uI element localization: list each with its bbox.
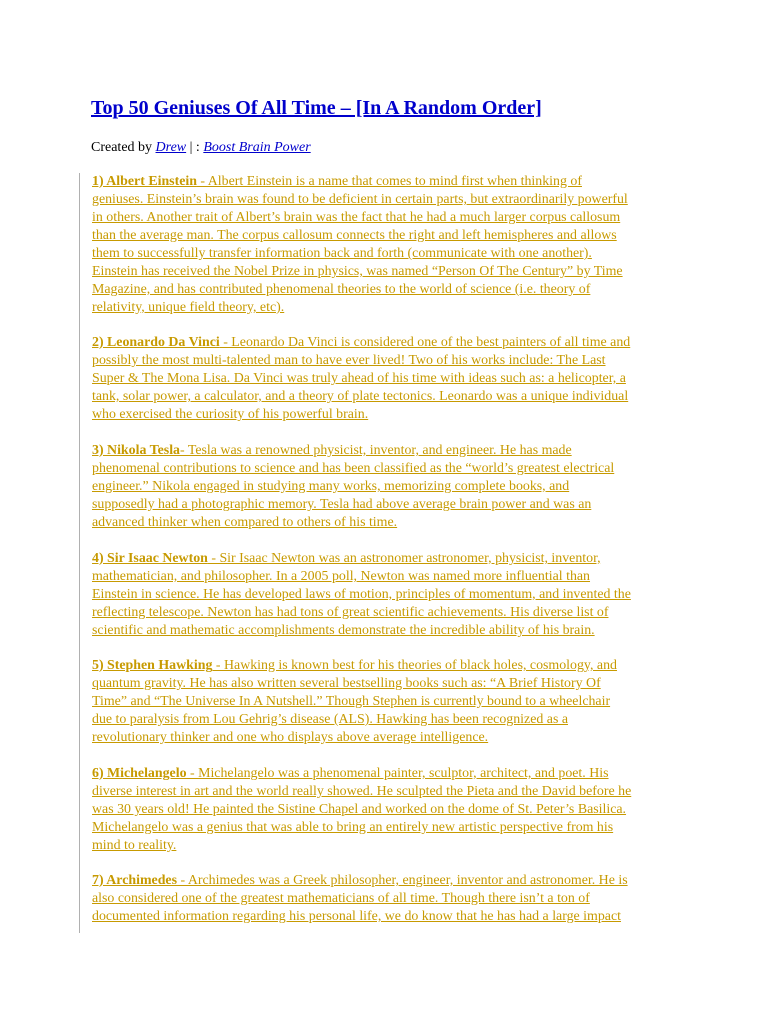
- entry-text: reflecting telescope. Newton has had tons of great scientific achievements. His diverse list of: [92, 605, 609, 620]
- entry-text: - Albert Einstein is a name that comes to mind first when thinking of: [196, 174, 582, 189]
- entry-text: tank, solar power, a calculator, and a theory of plate tectonics. Leonardo was a unique individual: [92, 389, 629, 404]
- entry-text: relativity, unique field theory, etc).: [92, 300, 285, 315]
- entry-heading: 2) Leonardo Da Vinci: [92, 335, 220, 350]
- entry-text: Michelangelo was a genius that was able to bring an entirely new artistic perspective from his: [92, 820, 614, 835]
- list-item-hawking[interactable]: [92, 657, 690, 747]
- author-link[interactable]: Drew: [155, 140, 187, 155]
- entry-text: - Leonardo Da Vinci is considered one of the best painters of all time and: [219, 335, 631, 350]
- entry-text: documented information regarding his personal life, we do know that he has had a large impact: [92, 909, 621, 924]
- entry-text: phenomenal contributions to science and has been classified as the “world’s greatest electrical: [92, 461, 615, 476]
- entry-text: Einstein has received the Nobel Prize in physics, was named “Person Of The Century” by Time: [92, 264, 623, 279]
- entry-text: Magazine, and has contributed phenomenal theories to the world of science (i.e. theory of: [92, 282, 591, 297]
- entry-heading: 5) Stephen Hawking: [92, 658, 213, 673]
- entry-text: possibly the most multi-talented man to have ever lived! Two of his works include: The Last: [92, 353, 606, 368]
- entry-heading: 3) Nikola Tesla: [92, 443, 180, 458]
- entry-text: diverse interest in art and the world really showed. He sculpted the Pieta and the David before he: [92, 784, 632, 799]
- entry-heading: 7) Archimedes: [92, 873, 178, 888]
- entry-text: Super & The Mona Lisa. Da Vinci was truly ahead of his time with ideas such as: a helicopter, a: [92, 371, 626, 386]
- entry-text: - Archimedes was a Greek philosopher, engineer, inventor and astronomer. He is: [177, 873, 628, 888]
- byline-separator: | :: [186, 140, 204, 155]
- entry-text: Einstein in science. He has developed laws of motion, principles of momentum, and invented the: [92, 587, 631, 602]
- entry-text: mind to reality.: [92, 838, 177, 853]
- entry-text: geniuses. Einstein’s brain was found to be deficient in certain parts, but extraordinarily powerful: [92, 192, 628, 207]
- list-item-newton[interactable]: [92, 550, 690, 640]
- entry-heading: 1) Albert Einstein: [92, 174, 197, 189]
- entry-text: than the average man. The corpus callosum connects the right and left hemispheres and allows: [92, 228, 617, 243]
- entry-heading: 4) Sir Isaac Newton: [92, 551, 208, 566]
- entry-text: was 30 years old! He painted the Sistine Chapel and worked on the dome of St. Peter’s Basilica.: [92, 802, 627, 817]
- entry-heading: 6) Michelangelo: [92, 766, 187, 781]
- entry-text: who exercised the curiosity of his powerful brain.: [92, 407, 369, 422]
- list-item-einstein[interactable]: [92, 173, 690, 317]
- list-item-michelangelo[interactable]: [92, 765, 690, 855]
- genius-list: [79, 173, 690, 933]
- entry-text: scientific and mathematic accomplishments demonstrate the incredible ability of his brain.: [92, 623, 595, 638]
- entry-text: revolutionary thinker and one who displays above average intelligence.: [92, 730, 489, 745]
- list-item-da-vinci[interactable]: [92, 334, 690, 424]
- entry-text: in others. Another trait of Albert’s brain was the fact that he had a much larger corpus callosum: [92, 210, 621, 225]
- entry-text: them to successfully transfer information back and forth (communicate with one another).: [92, 246, 592, 261]
- entry-text: - Sir Isaac Newton was an astronomer astronomer, physicist, inventor,: [207, 551, 601, 566]
- byline: [91, 139, 311, 157]
- page-title[interactable]: Top 50 Geniuses Of All Time – [In A Random Order]: [91, 97, 542, 119]
- site-link[interactable]: Boost Brain Power: [203, 140, 311, 155]
- list-item-tesla[interactable]: [92, 442, 690, 532]
- entry-text: advanced thinker when compared to others of his time.: [92, 515, 398, 530]
- entry-text: - Michelangelo was a phenomenal painter, sculptor, architect, and poet. His: [186, 766, 609, 781]
- list-item-archimedes[interactable]: [92, 872, 690, 926]
- entry-text: Time” and “The Universe In A Nutshell.” Though Stephen is currently bound to a wheelchair: [92, 694, 611, 709]
- entry-text: quantum gravity. He has also written several bestselling books such as: “A Brief History Of: [92, 676, 601, 691]
- entry-text: supposedly had a photographic memory. Tesla had above average brain power and was an: [92, 497, 592, 512]
- entry-text: due to paralysis from Lou Gehrig’s disease (ALS). Hawking has been recognized as a: [92, 712, 568, 727]
- entry-text: also considered one of the greatest mathematicians of all time. Though there isn’t a ton of: [92, 891, 590, 906]
- entry-text: - Tesla was a renowned physicist, inventor, and engineer. He has made: [180, 443, 572, 458]
- entry-text: engineer.” Nikola engaged in studying many works, memorizing complete books, and: [92, 479, 570, 494]
- entry-text: - Hawking is known best for his theories of black holes, cosmology, and: [212, 658, 617, 673]
- entry-text: mathematician, and philosopher. In a 2005 poll, Newton was named more influential than: [92, 569, 591, 584]
- byline-prefix: Created by: [91, 140, 156, 155]
